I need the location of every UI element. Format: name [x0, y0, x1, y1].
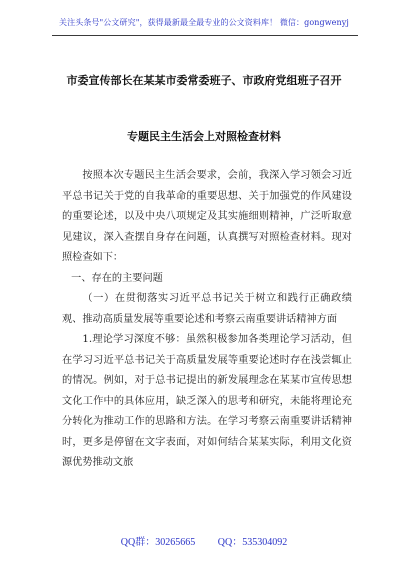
section-heading-problems: 一、存在的主要问题	[71, 272, 163, 284]
footer-contact	[0, 533, 408, 548]
header-divider	[52, 35, 358, 36]
subsection-heading-1: （一）在贯彻落实习近平总书记关于树立和践行正确政绩观、推动高质量发展等重要论述和考察云南重要讲话精神方面	[62, 293, 352, 325]
footer-qq-group: QQ群：30265665	[120, 537, 196, 548]
body-paragraph-theory-study: 1.理论学习深度不够：虽然积极参加各类理论学习活动，但在学习习近平总书记关于高质量发展等重要论述时存在浅尝辄止的情况。例如，对于总书记提出的新发展理念在某某市宣传思想文化工作中的具体应用，缺乏深入的思考和研究，未能将理论充分转化为推动工作的思路和方法。在学习考察云南重要讲话精神时，更多是停留在文字表面，对如何结合某某实际，利用文化资源优势推动文旅	[62, 334, 352, 468]
document-title-line-1: 市委宣传部长在某某市委常委班子、市政府党组班子召开	[66, 74, 342, 87]
header-banner: 关注头条号"公文研究"，获得最新最全最专业的公文资料库！ 微信：gongwenyj	[59, 18, 349, 27]
document-body	[62, 166, 352, 474]
document-title-line-2: 专题民主生活会上对照检查材料	[127, 130, 281, 143]
footer-qq-number: QQ：535304092	[217, 537, 288, 548]
body-paragraph-intro: 按照本次专题民主生活会要求，会前，我深入学习领会习近平总书记关于党的自我革命的重要思想、关于加强党的作风建设的重要论述，以及中央八项规定及其实施细则精神，广泛听取意见建议，深入查摆自身存在问题，认真撰写对照检查材料。现对照检查如下：	[62, 170, 352, 263]
